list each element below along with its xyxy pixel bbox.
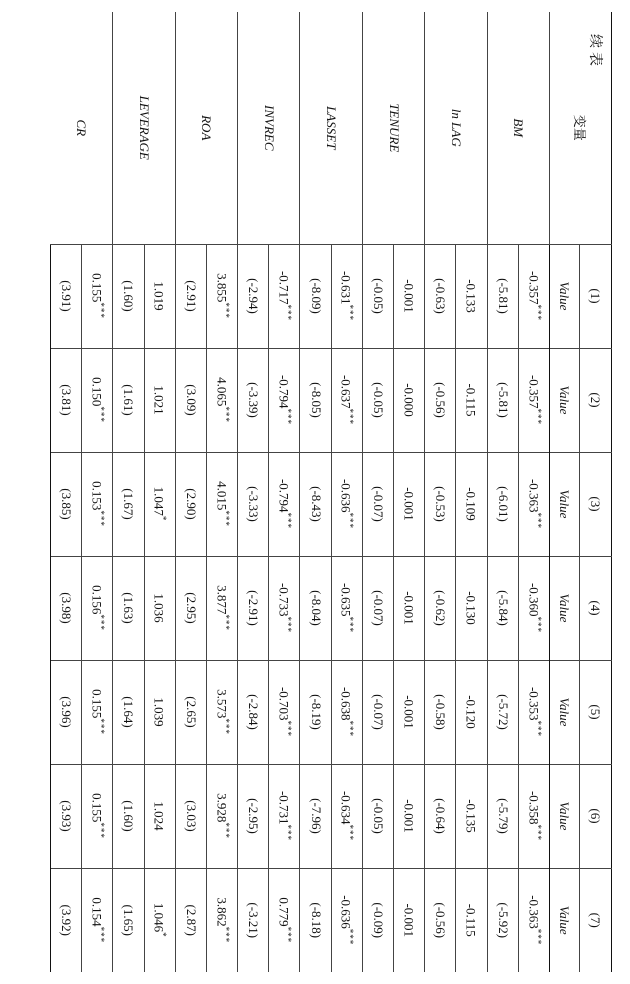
coefficient-cell (206, 556, 237, 660)
t-statistic-cell: (3.03) (175, 764, 206, 868)
coefficient-cell (269, 764, 300, 868)
coefficient-cell (456, 660, 487, 764)
continued-table-label: 续表 (587, 34, 603, 70)
coefficient-cell (144, 348, 175, 452)
coefficient-value: -0.109 (463, 487, 479, 521)
t-statistic-cell: (-2.84) (238, 660, 269, 764)
coefficient-cell (82, 764, 113, 868)
coefficient-cell (206, 244, 237, 348)
column-number-header: (1) (580, 244, 612, 348)
significance-stars: *** (220, 406, 231, 423)
coefficient-value: -0.001 (401, 799, 417, 833)
coefficient-cell (331, 764, 362, 868)
t-statistic-cell: (3.91) (51, 244, 82, 348)
coefficient-cell (518, 452, 549, 556)
coefficient-value: 1.039 (152, 697, 167, 727)
coefficient-value: -0.363 (526, 895, 542, 929)
coefficient-cell (144, 452, 175, 556)
coefficient-value: -0.357 (526, 374, 542, 409)
coefficient-value: -0.631 (339, 270, 355, 305)
variable-header: 变量 (550, 12, 612, 244)
t-statistic-cell: (3.09) (175, 348, 206, 452)
variable-name: ln LAG (425, 12, 487, 244)
coefficient-cell (269, 556, 300, 660)
significance-stars: *** (532, 928, 543, 946)
significance-stars: *** (532, 408, 543, 426)
value-subheader: Value (550, 348, 580, 452)
significance-stars: *** (220, 718, 231, 735)
coefficient-cell (518, 244, 549, 348)
significance-stars: *** (220, 510, 231, 527)
t-statistic-cell: (3.85) (51, 452, 82, 556)
significance-stars: *** (95, 926, 106, 944)
significance-stars: *** (532, 304, 543, 322)
coefficient-value: -0.001 (401, 487, 417, 521)
coefficient-row (82, 12, 113, 972)
coefficient-cell (144, 244, 175, 348)
significance-stars: *** (283, 304, 294, 322)
coefficient-value: -0.130 (463, 591, 479, 625)
column-number-row (580, 12, 612, 972)
variable-name: LASSET (300, 12, 362, 244)
significance-stars: *** (283, 616, 294, 634)
significance-stars: *** (95, 614, 106, 631)
significance-stars: *** (532, 824, 543, 842)
coefficient-cell (518, 868, 549, 972)
coefficient-cell (518, 764, 549, 868)
coefficient-value: 3.855 (214, 273, 230, 303)
coefficient-cell (82, 348, 113, 452)
coefficient-value: -0.703 (276, 686, 292, 721)
rotated-table-container (50, 12, 612, 972)
coefficient-row (331, 12, 362, 972)
column-number-header: (5) (580, 660, 612, 764)
t-statistic-cell: (-5.72) (487, 660, 518, 764)
coefficient-cell (518, 556, 549, 660)
coefficient-value: -0.638 (339, 686, 355, 721)
coefficient-value: -0.636 (339, 895, 355, 929)
coefficient-value: -0.731 (276, 790, 292, 825)
coefficient-cell (144, 660, 175, 764)
coefficient-row (269, 12, 300, 972)
t-statistic-cell: (2.91) (175, 244, 206, 348)
t-statistic-cell: (-2.91) (238, 556, 269, 660)
t-statistic-cell: (-0.05) (362, 764, 393, 868)
significance-stars: *** (283, 824, 294, 842)
coefficient-cell (456, 244, 487, 348)
regression-table (50, 12, 612, 972)
coefficient-value: -0.733 (276, 582, 292, 617)
coefficient-cell (82, 452, 113, 556)
value-subheader: Value (550, 556, 580, 660)
coefficient-row (456, 12, 487, 972)
coefficient-value: -0.360 (526, 582, 542, 617)
t-statistic-cell: (-2.95) (238, 764, 269, 868)
coefficient-cell (206, 660, 237, 764)
t-statistic-cell: (-5.81) (487, 244, 518, 348)
coefficient-value: -0.001 (401, 903, 417, 938)
significance-stars: *** (283, 512, 294, 530)
t-statistic-cell: (-0.53) (425, 452, 456, 556)
t-statistic-cell: (-0.64) (425, 764, 456, 868)
column-number-header: (2) (580, 348, 612, 452)
coefficient-value: -0.353 (526, 686, 542, 721)
coefficient-value: -0.635 (339, 582, 355, 617)
coefficient-value: -0.115 (463, 903, 479, 937)
t-statistic-cell: (-8.05) (300, 348, 331, 452)
significance-stars: *** (95, 822, 106, 839)
coefficient-value: -0.794 (276, 478, 292, 513)
t-statistic-cell: (-0.09) (362, 868, 393, 972)
significance-stars: *** (345, 824, 356, 842)
coefficient-cell (394, 556, 425, 660)
significance-stars: *** (283, 408, 294, 426)
column-number-header: (6) (580, 764, 612, 868)
coefficient-value: -0.363 (526, 478, 542, 513)
coefficient-value: 0.155 (89, 689, 105, 719)
t-statistic-cell: (-2.94) (238, 244, 269, 348)
t-statistic-cell: (-3.39) (238, 348, 269, 452)
coefficient-value: -0.135 (463, 799, 479, 833)
coefficient-value: 0.155 (89, 793, 105, 823)
coefficient-value: 1.019 (152, 281, 167, 311)
t-statistic-cell: (2.95) (175, 556, 206, 660)
coefficient-cell (394, 348, 425, 452)
coefficient-value: -0.001 (401, 591, 417, 625)
coefficient-cell (144, 764, 175, 868)
coefficient-value: -0.636 (339, 478, 355, 513)
coefficient-cell (331, 868, 362, 972)
t-statistic-cell: (-0.63) (425, 244, 456, 348)
t-statistic-cell: (-0.07) (362, 556, 393, 660)
coefficient-row (144, 12, 175, 972)
coefficient-cell (269, 348, 300, 452)
coefficient-cell (456, 348, 487, 452)
t-statistic-cell: (1.63) (113, 556, 144, 660)
coefficient-value: 3.573 (214, 689, 230, 719)
coefficient-cell (82, 660, 113, 764)
variable-name: BM (487, 12, 549, 244)
significance-stars: *** (220, 302, 231, 319)
t-statistic-cell: (1.60) (113, 764, 144, 868)
t-statistic-cell: (3.81) (51, 348, 82, 452)
t-statistic-cell: (-0.07) (362, 660, 393, 764)
significance-stars: *** (345, 616, 356, 634)
t-statistic-cell: (-0.56) (425, 868, 456, 972)
coefficient-cell (394, 764, 425, 868)
coefficient-cell (394, 660, 425, 764)
t-statistic-cell: (2.90) (175, 452, 206, 556)
coefficient-value: -0.794 (276, 374, 292, 409)
t-statistic-cell: (-8.43) (300, 452, 331, 556)
coefficient-cell (206, 764, 237, 868)
coefficient-cell (456, 868, 487, 972)
coefficient-cell (206, 348, 237, 452)
significance-stars: *** (345, 928, 356, 946)
coefficient-cell (331, 556, 362, 660)
coefficient-value: 4.015 (214, 481, 230, 511)
coefficient-value: -0.001 (401, 279, 417, 313)
t-statistic-cell: (-0.05) (362, 244, 393, 348)
variable-name: ROA (175, 12, 237, 244)
coefficient-value: 1.036 (152, 593, 167, 623)
coefficient-cell (518, 660, 549, 764)
coefficient-cell (394, 868, 425, 972)
coefficient-value: -0.115 (463, 383, 479, 417)
significance-stars: *** (283, 926, 294, 944)
column-number-header: (3) (580, 452, 612, 556)
coefficient-value: 0.779 (276, 897, 292, 927)
coefficient-cell (144, 556, 175, 660)
variable-name: TENURE (362, 12, 424, 244)
coefficient-cell (82, 868, 113, 972)
table-body (51, 12, 550, 972)
coefficient-cell (206, 868, 237, 972)
value-subheader: Value (550, 660, 580, 764)
coefficient-value: -0.120 (463, 695, 479, 729)
coefficient-cell (456, 452, 487, 556)
coefficient-value: 0.155 (89, 273, 105, 303)
significance-stars: *** (95, 510, 106, 527)
t-statistic-cell: (-3.21) (238, 868, 269, 972)
significance-stars: * (158, 515, 169, 522)
table-header (550, 12, 612, 972)
coefficient-value: 0.154 (89, 897, 105, 927)
significance-stars: *** (220, 614, 231, 631)
t-statistic-cell: (-5.92) (487, 868, 518, 972)
t-statistic-cell: (3.92) (51, 868, 82, 972)
significance-stars: *** (532, 720, 543, 738)
coefficient-value: 1.024 (152, 801, 167, 831)
coefficient-cell (269, 244, 300, 348)
variable-name: CR (51, 12, 113, 244)
t-statistic-cell: (1.64) (113, 660, 144, 764)
significance-stars: *** (345, 408, 356, 426)
column-number-header: (7) (580, 868, 612, 972)
t-statistic-cell: (1.61) (113, 348, 144, 452)
coefficient-cell (269, 868, 300, 972)
coefficient-value: 0.150 (89, 377, 105, 407)
coefficient-value: 1.046 (152, 902, 167, 933)
coefficient-value: 0.153 (89, 481, 105, 511)
t-statistic-cell: (-8.18) (300, 868, 331, 972)
coefficient-cell (206, 452, 237, 556)
t-statistic-cell: (1.65) (113, 868, 144, 972)
significance-stars: *** (283, 720, 294, 738)
value-subheader: Value (550, 868, 580, 972)
coefficient-cell (518, 348, 549, 452)
t-statistic-cell: (-8.04) (300, 556, 331, 660)
significance-stars: *** (220, 822, 231, 839)
coefficient-value: -0.357 (526, 270, 542, 305)
significance-stars: *** (95, 718, 106, 735)
coefficient-cell (331, 244, 362, 348)
coefficient-value: 0.156 (89, 585, 105, 615)
t-statistic-cell: (-5.81) (487, 348, 518, 452)
t-statistic-cell: (-6.01) (487, 452, 518, 556)
coefficient-cell (394, 244, 425, 348)
t-statistic-cell: (-5.79) (487, 764, 518, 868)
coefficient-value: -0.133 (463, 279, 479, 313)
coefficient-value: 4.065 (214, 377, 230, 407)
value-subheader: Value (550, 764, 580, 868)
coefficient-value: -0.001 (401, 695, 417, 729)
coefficient-value: -0.717 (276, 270, 292, 305)
t-statistic-cell: (-0.07) (362, 452, 393, 556)
t-statistic-cell: (-5.84) (487, 556, 518, 660)
coefficient-value: 3.928 (214, 793, 230, 823)
coefficient-cell (269, 452, 300, 556)
t-statistic-cell: (-3.33) (238, 452, 269, 556)
t-statistic-cell: (-0.62) (425, 556, 456, 660)
t-statistic-cell: (-0.58) (425, 660, 456, 764)
t-statistic-cell: (2.65) (175, 660, 206, 764)
t-statistic-cell: (-0.56) (425, 348, 456, 452)
significance-stars: *** (95, 406, 106, 423)
coefficient-row (394, 12, 425, 972)
coefficient-value: 1.047 (152, 486, 167, 516)
coefficient-cell (331, 348, 362, 452)
variable-name: INVREC (238, 12, 300, 244)
coefficient-value: 3.862 (214, 897, 230, 927)
value-subheader: Value (550, 452, 580, 556)
coefficient-cell (269, 660, 300, 764)
regression-table-page (50, 12, 612, 972)
significance-stars: *** (220, 926, 231, 944)
coefficient-cell (144, 868, 175, 972)
t-statistic-cell: (3.96) (51, 660, 82, 764)
coefficient-value: 1.021 (152, 385, 167, 415)
coefficient-cell (331, 660, 362, 764)
coefficient-cell (456, 764, 487, 868)
significance-stars: *** (345, 512, 356, 530)
coefficient-cell (82, 244, 113, 348)
value-subheader: Value (550, 244, 580, 348)
coefficient-value: 3.877 (214, 585, 230, 615)
t-statistic-cell: (1.60) (113, 244, 144, 348)
column-number-header: (4) (580, 556, 612, 660)
t-statistic-cell: (-8.09) (300, 244, 331, 348)
t-statistic-cell: (3.93) (51, 764, 82, 868)
coefficient-cell (82, 556, 113, 660)
coefficient-row (206, 12, 237, 972)
t-statistic-cell: (-7.96) (300, 764, 331, 868)
t-statistic-cell: (-8.19) (300, 660, 331, 764)
coefficient-cell (394, 452, 425, 556)
coefficient-value: -0.358 (526, 790, 542, 825)
significance-stars: *** (532, 616, 543, 634)
coefficient-cell (456, 556, 487, 660)
coefficient-cell (331, 452, 362, 556)
significance-stars: *** (532, 512, 543, 530)
significance-stars: *** (95, 302, 106, 319)
significance-stars: *** (345, 304, 356, 322)
t-statistic-cell: (-0.05) (362, 348, 393, 452)
coefficient-value: -0.637 (339, 374, 355, 409)
coefficient-value: -0.634 (339, 790, 355, 825)
significance-stars: * (158, 932, 169, 938)
t-statistic-cell: (1.67) (113, 452, 144, 556)
coefficient-value: -0.000 (401, 383, 417, 417)
significance-stars: *** (345, 720, 356, 738)
variable-name: LEVERAGE (113, 12, 175, 244)
t-statistic-cell: (2.87) (175, 868, 206, 972)
t-statistic-cell: (3.98) (51, 556, 82, 660)
coefficient-row (518, 12, 549, 972)
